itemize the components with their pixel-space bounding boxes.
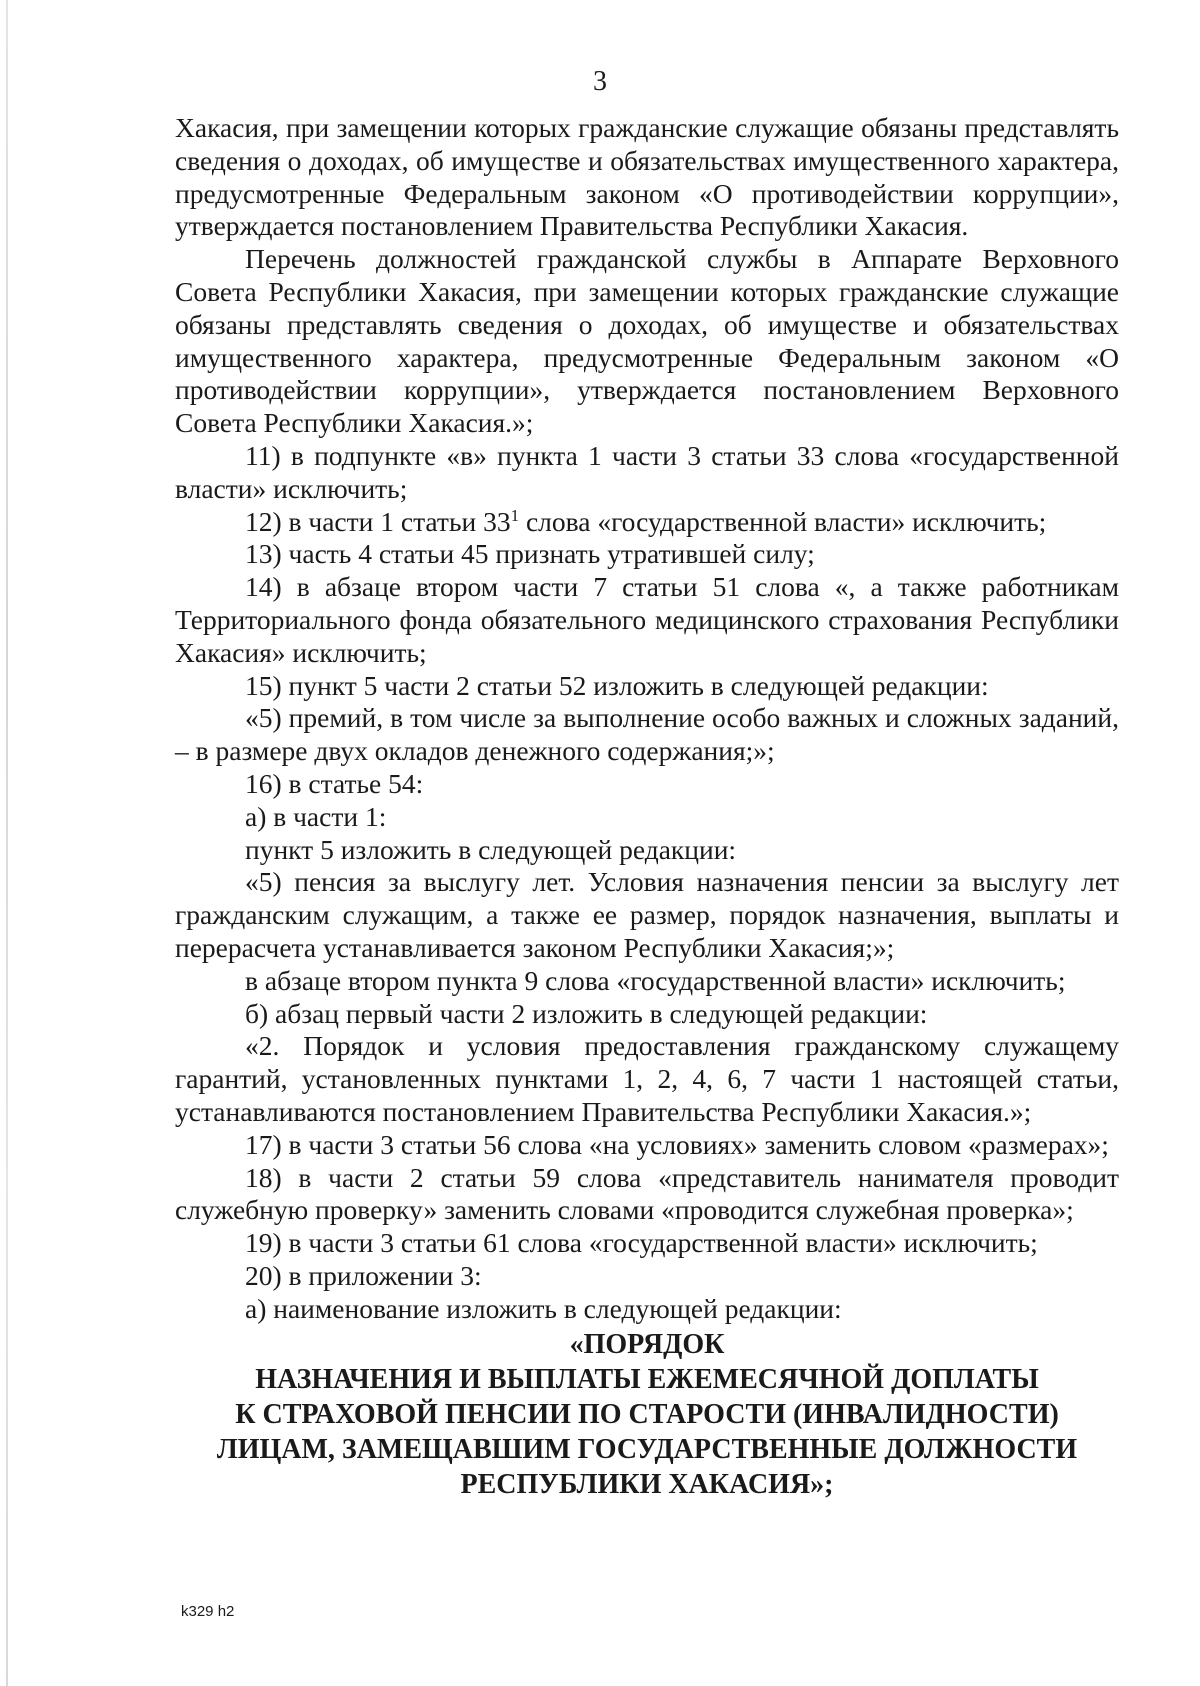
title-line-3: К СТРАХОВОЙ ПЕНСИИ ПО СТАРОСТИ (ИНВАЛИДНОСТИ) [235, 1399, 1059, 1431]
title-line-4: ЛИЦАМ, ЗАМЕЩАВШИМ ГОСУДАРСТВЕННЫЕ ДОЛЖНОСТИ [216, 1434, 1078, 1466]
paragraph-item-11: 11) в подпункте «в» пункта 1 части 3 статьи 33 слова «государственной власти» исключить; [175, 439, 1119, 504]
paragraph-item-17: 17) в части 3 статьи 56 слова «на условиях» заменить словом «размерах»; [245, 1128, 1109, 1160]
title-line-2: НАЗНАЧЕНИЯ И ВЫПЛАТЫ ЕЖЕМЕСЯЧНОЙ ДОПЛАТЫ [255, 1364, 1039, 1396]
scan-edge-line [6, 0, 8, 1686]
paragraph-continuation: Хакасия, при замещении которых гражданские служащие обязаны представлять сведения о доходах, об имуществе и обязательствах имущественного характера, предусмотренные Федеральным законом «О противодействии коррупции», утверждается постановлением Правительства Республики Хакасия. [175, 112, 1119, 242]
title-line-5: РЕСПУБЛИКИ ХАКАСИЯ»; [460, 1469, 834, 1501]
document-code: k329 h2 [181, 1603, 235, 1620]
paragraph-item-20: 20) в приложении 3: [245, 1259, 482, 1291]
item-12-text-end: слова «государственной власти» исключить; [519, 505, 1047, 537]
paragraph-item-15-text: «5) премий, в том числе за выполнение особо важных и сложных заданий, – в размере двух окладов денежного содержания;»; [175, 702, 1119, 767]
item-12-superscript: 1 [510, 505, 520, 525]
paragraph-staff-list: Перечень должностей гражданской службы в Аппарате Верховного Совета Республики Хакасия, при замещении которых гражданские служащие обязаны представлять сведения о доходах, об имуществе и обязательствах имущественного характера, предусмотренные Федеральным законом «О противодействии коррупции», утверждается постановлением Верховного Совета Республики Хакасия.»; [175, 243, 1119, 439]
page-number: 3 [593, 66, 607, 97]
paragraph-item-13: 13) часть 4 статьи 45 признать утратившей силу; [245, 538, 815, 570]
paragraph-item-16: 16) в статье 54: [245, 767, 424, 799]
paragraph-item-16a: а) в части 1: [245, 800, 387, 832]
paragraph-item-18: 18) в части 2 статьи 59 слова «представитель нанимателя проводит служебную проверку» заменить словами «проводится служебная проверка»; [175, 1161, 1119, 1226]
paragraph-item-16b: б) абзац первый части 2 изложить в следующей редакции: [245, 997, 928, 1029]
document-body [175, 112, 1119, 1502]
paragraph-item-16a-point5: пункт 5 изложить в следующей редакции: [245, 833, 737, 865]
paragraph-item-12 [175, 506, 1119, 539]
paragraph-item-20a: а) наименование изложить в следующей редакции: [245, 1292, 842, 1324]
title-line-1: «ПОРЯДОК [569, 1329, 725, 1361]
paragraph-item-19: 19) в части 3 статьи 61 слова «государственной власти» исключить; [245, 1227, 1038, 1259]
paragraph-item-15: 15) пункт 5 части 2 статьи 52 изложить в следующей редакции: [245, 669, 989, 701]
paragraph-item-14: 14) в абзаце втором части 7 статьи 51 слова «, а также работникам Территориального фонда обязательного медицинского страхования Республики Хакасия» исключить; [175, 571, 1119, 668]
item-12-text-start: 12) в части 1 статьи 33 [245, 505, 511, 537]
paragraph-item-16a-point9: в абзаце втором пункта 9 слова «государственной власти» исключить; [245, 964, 1066, 996]
paragraph-item-16b-text: «2. Порядок и условия предоставления гражданскому служащему гарантий, установленных пунктами 1, 2, 4, 6, 7 части 1 настоящей статьи, устанавливаются постановлением Правительства Республики Хакасия.»; [175, 1030, 1119, 1127]
paragraph-item-16a-point5-text: «5) пенсия за выслугу лет. Условия назначения пенсии за выслугу лет гражданским служащим, а также ее размер, порядок назначения, выплаты и перерасчета устанавливается законом Республики Хакасия;»; [175, 866, 1119, 963]
